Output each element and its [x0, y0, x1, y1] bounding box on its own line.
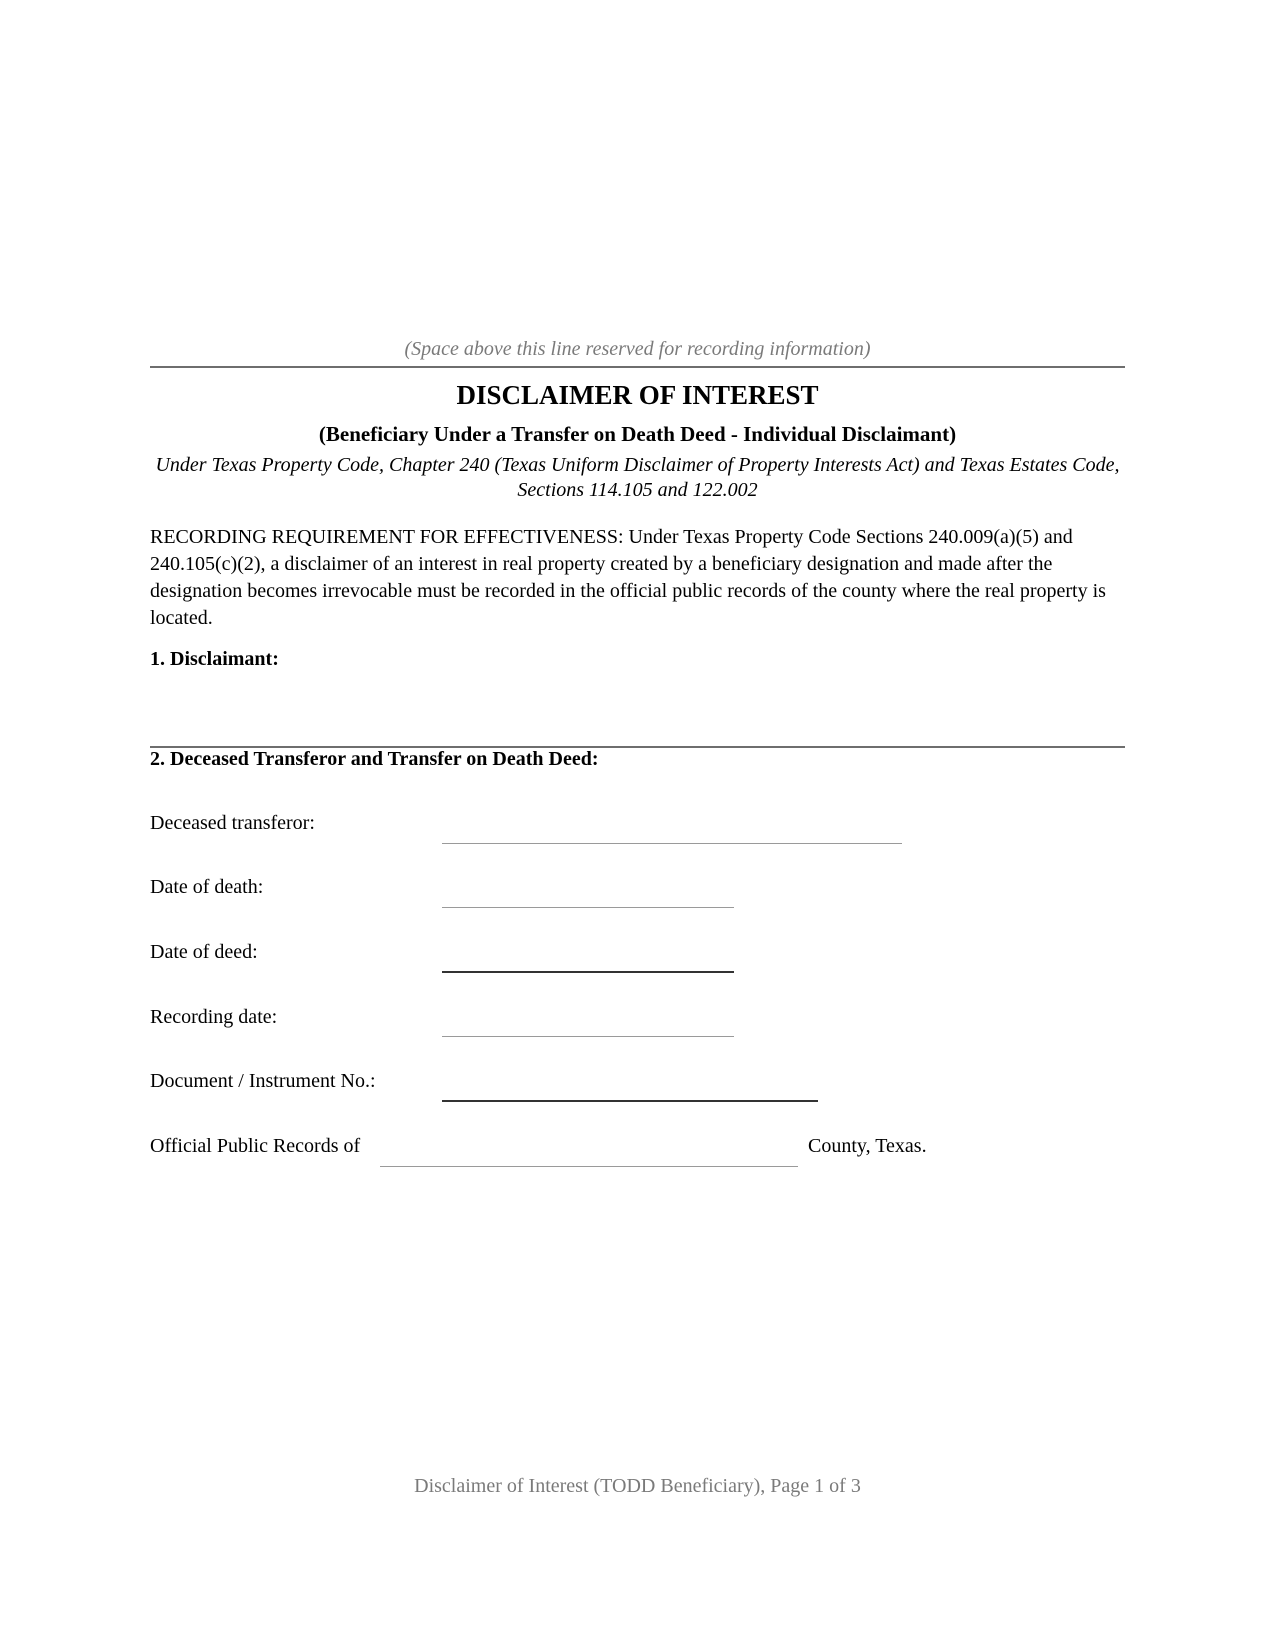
recording-space-note: (Space above this line reserved for recording information)	[404, 338, 871, 360]
public-records-label: Official Public Records of	[150, 1135, 361, 1157]
deceased-transferor-field[interactable]	[442, 843, 902, 844]
recording-requirement-paragraph: RECORDING REQUIREMENT FOR EFFECTIVENESS: Under Texas Property Code Sections 240.009(a)(5) and 240.105(c)(2), a disclaimer of an interest in real property created by a beneficiary designation and made after the designation becomes irrevocable must be recorded in the official public records of the county where the real property is located.	[150, 526, 1106, 629]
section-1-heading: 1. Disclaimant:	[150, 648, 279, 670]
document-subtitle: (Beneficiary Under a Transfer on Death Deed - Individual Disclaimant)	[318, 422, 957, 446]
deceased-transferor-label: Deceased transferor:	[150, 812, 315, 834]
county-suffix: County, Texas.	[808, 1135, 927, 1157]
statute-reference: Under Texas Property Code, Chapter 240 (Texas Uniform Disclaimer of Property Interests Act) and Texas Estates Code, Sections 114.105 and 122.002	[155, 454, 1120, 501]
page-footer: Disclaimer of Interest (TODD Beneficiary), Page 1 of 3	[414, 1475, 861, 1497]
date-of-deed-label: Date of deed:	[150, 941, 258, 963]
date-of-deed-field[interactable]	[442, 971, 734, 973]
section-2-heading: 2. Deceased Transferor and Transfer on Death Deed:	[150, 748, 599, 770]
instrument-number-field[interactable]	[442, 1100, 818, 1102]
date-of-death-field[interactable]	[442, 907, 734, 908]
date-of-death-label: Date of death:	[150, 876, 264, 898]
recording-date-field[interactable]	[442, 1036, 734, 1037]
county-field[interactable]	[380, 1166, 798, 1167]
recording-divider	[150, 366, 1125, 368]
instrument-number-label: Document / Instrument No.:	[150, 1070, 376, 1092]
document-title: DISCLAIMER OF INTEREST	[456, 380, 819, 410]
recording-date-label: Recording date:	[150, 1006, 278, 1028]
